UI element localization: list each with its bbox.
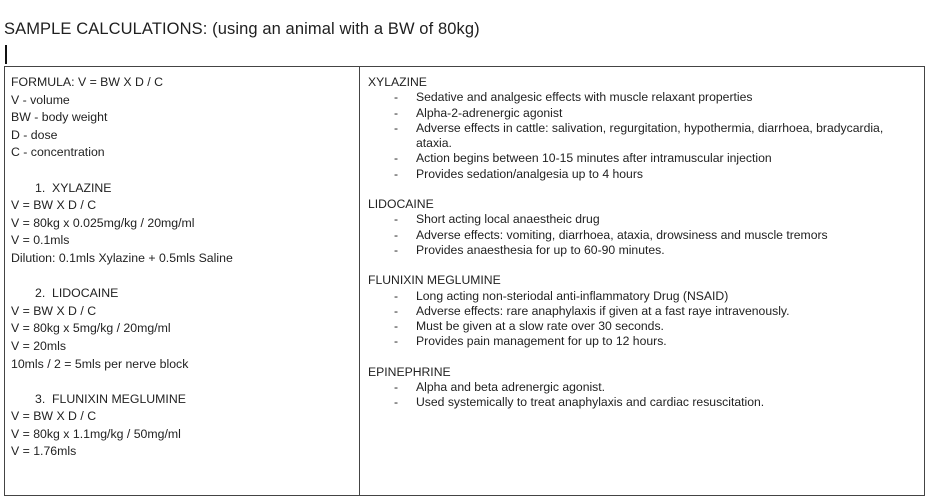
bullet-item: - Action begins between 10-15 minutes after intramuscular injection — [394, 151, 772, 166]
definition-line: BW - body weight — [11, 110, 108, 125]
calc-heading-xylazine: 1. XYLAZINE — [35, 180, 112, 195]
bullet-item: - Adverse effects: rare anaphylaxis if given at a fast raye intravenously. — [394, 303, 790, 318]
bullet-item: - Used systemically to treat anaphylaxis and cardiac resuscitation. — [394, 395, 765, 410]
document-heading: SAMPLE CALCULATIONS: (using an animal with a BW of 80kg) — [4, 20, 480, 38]
calc-line: V = BW X D / C — [11, 303, 97, 318]
calc-line: V = BW X D / C — [11, 409, 97, 424]
calc-line: V = 0.1mls — [11, 233, 70, 248]
content-table — [4, 66, 925, 496]
bullet-item: - Long acting non-steriodal anti-inflammatory Drug (NSAID) — [394, 288, 729, 303]
drug-block-lidocaine — [368, 197, 918, 258]
calc-line: 10mls / 2 = 5mls per nerve block — [11, 356, 189, 371]
calc-line: V = 80kg x 5mg/kg / 20mg/ml — [11, 321, 171, 336]
drug-title: FLUNIXIN MEGLUMINE — [368, 273, 501, 288]
calc-heading-lidocaine: 2. LIDOCAINE — [35, 286, 119, 301]
bullet-item: - Must be given at a slow rate over 30 seconds. — [394, 319, 664, 334]
formula-line: FORMULA: V = BW X D / C — [11, 75, 164, 89]
calc-line: Dilution: 0.1mls Xylazine + 0.5mls Saline — [11, 250, 233, 265]
calc-line: V = 80kg x 1.1mg/kg / 50mg/ml — [11, 426, 181, 441]
bullet-item: - Alpha-2-adrenergic agonist — [394, 105, 563, 120]
bullet-item: - Short acting local anaestheic drug — [394, 212, 600, 227]
calc-heading-flunixin: 3. FLUNIXIN MEGLUMINE — [35, 391, 186, 406]
drug-info-column[interactable] — [368, 75, 918, 426]
drug-block-epinephrine — [368, 365, 918, 411]
calc-line: V = 1.76mls — [11, 444, 77, 459]
bullet-item: - Provides anaesthesia for up to 60-90 minutes. — [394, 242, 665, 257]
drug-title: LIDOCAINE — [368, 197, 434, 212]
definition-line: C - concentration — [11, 145, 105, 160]
drug-title: EPINEPHRINE — [368, 364, 451, 379]
calc-line: V = 80kg x 0.025mg/kg / 20mg/ml — [11, 215, 195, 230]
bullet-item: - Provides sedation/analgesia up to 4 hours — [394, 166, 643, 181]
bullet-item: - Alpha and beta adrenergic agonist. — [394, 380, 606, 395]
bullet-item: - Sedative and analgesic effects with muscle relaxant properties — [394, 90, 753, 105]
drug-title: XYLAZINE — [368, 75, 427, 89]
bullet-item: - Adverse effects in cattle: salivation, regurgitation, hypothermia, diarrhoea, bradycardia, ataxia. — [394, 120, 884, 151]
definition-line: V - volume — [11, 92, 70, 107]
drug-block-flunixin — [368, 273, 918, 349]
calc-line: V = BW X D / C — [11, 198, 97, 213]
text-cursor — [5, 45, 7, 64]
drug-block-xylazine — [368, 75, 918, 182]
definition-line: D - dose — [11, 127, 58, 142]
bullet-item: - Provides pain management for up to 12 hours. — [394, 334, 667, 349]
column-divider — [359, 67, 360, 495]
bullet-item: - Adverse effects: vomiting, diarrhoea, ataxia, drowsiness and muscle tremors — [394, 227, 828, 242]
calc-line: V = 20mls — [11, 338, 67, 353]
calculations-column[interactable] — [11, 74, 356, 461]
